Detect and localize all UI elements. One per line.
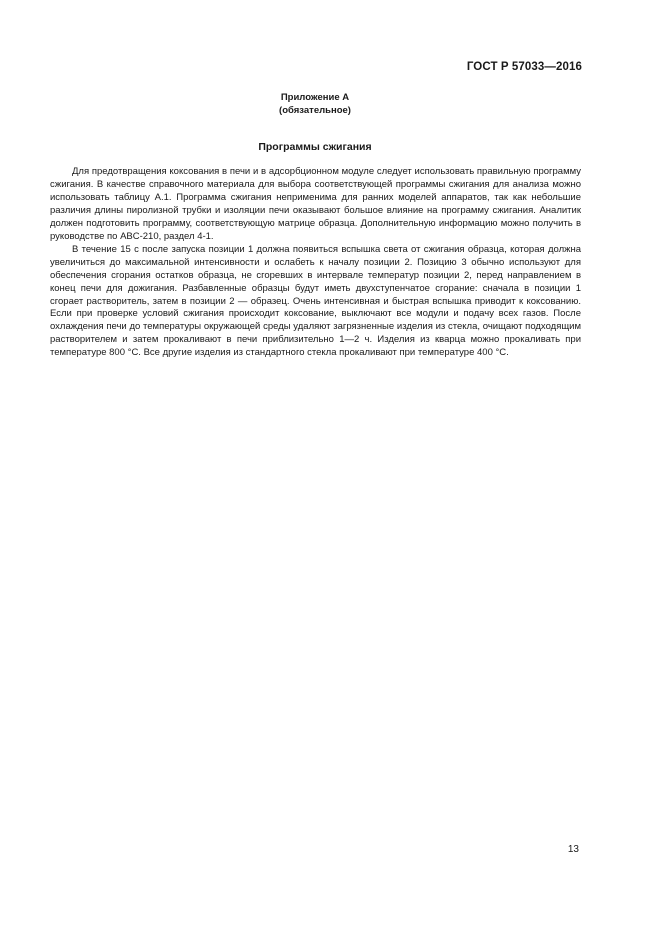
appendix-heading xyxy=(0,92,630,117)
section-title: Программы сжигания xyxy=(258,141,372,153)
appendix-title: Приложение А xyxy=(280,92,350,103)
page-number: 13 xyxy=(567,844,579,855)
paragraph: Для предотвращения коксования в печи и в адсорбционном модуле следует использовать правильную программу сжигания. В качестве справочного материала для выбора соответствующей программы сжигания для анализа можно использовать таблицу А.1. Программа сжигания неприменима для ранних моделей аппаратов, так как небольшие различия длины пиролизной трубки и изоляции печи оказывают большое влияние на программу сжигания. Аналитик должен подготовить программу, соответствующую матрице образца. Дополнительную информацию можно получить в руководстве по ABC-210, раздел 4-1. xyxy=(50,166,581,242)
appendix-status: (обязательное) xyxy=(279,104,351,116)
body-text xyxy=(50,166,581,360)
document-code: ГОСТ Р 57033—2016 xyxy=(466,61,582,73)
paragraph: В течение 15 с после запуска позиции 1 должна появиться вспышка света от сжигания образца, которая должна увеличиться до максимальной интенсивности и ослабеть к началу позиции 2. Позицию 3 обычно используют для обеспечения сгорания остатков образца, не сгоревших в интервале температур позиции 2, перед направлением в конец печи для дожигания. Разбавленные образцы будут иметь двухступенчатое сгорание: сначала в позиции 1 сгорает растворитель, затем в позиции 2 — образец. Очень интенсивная и быстрая вспышка приводит к коксованию. Если при проверке условий сжигания происходит коксование, выключают все модули и подачу всех газов. После охлаждения печи до температуры окружающей среды удаляют загрязненные изделия из стекла, очищают подходящим растворителем и затем прокаливают в печи приблизительно 1—2 ч. Изделия из кварца можно прокаливать при температуре 800 °С. Все другие изделия из стандартного стекла прокаливают при температуре 400 °С. xyxy=(50,243,581,359)
